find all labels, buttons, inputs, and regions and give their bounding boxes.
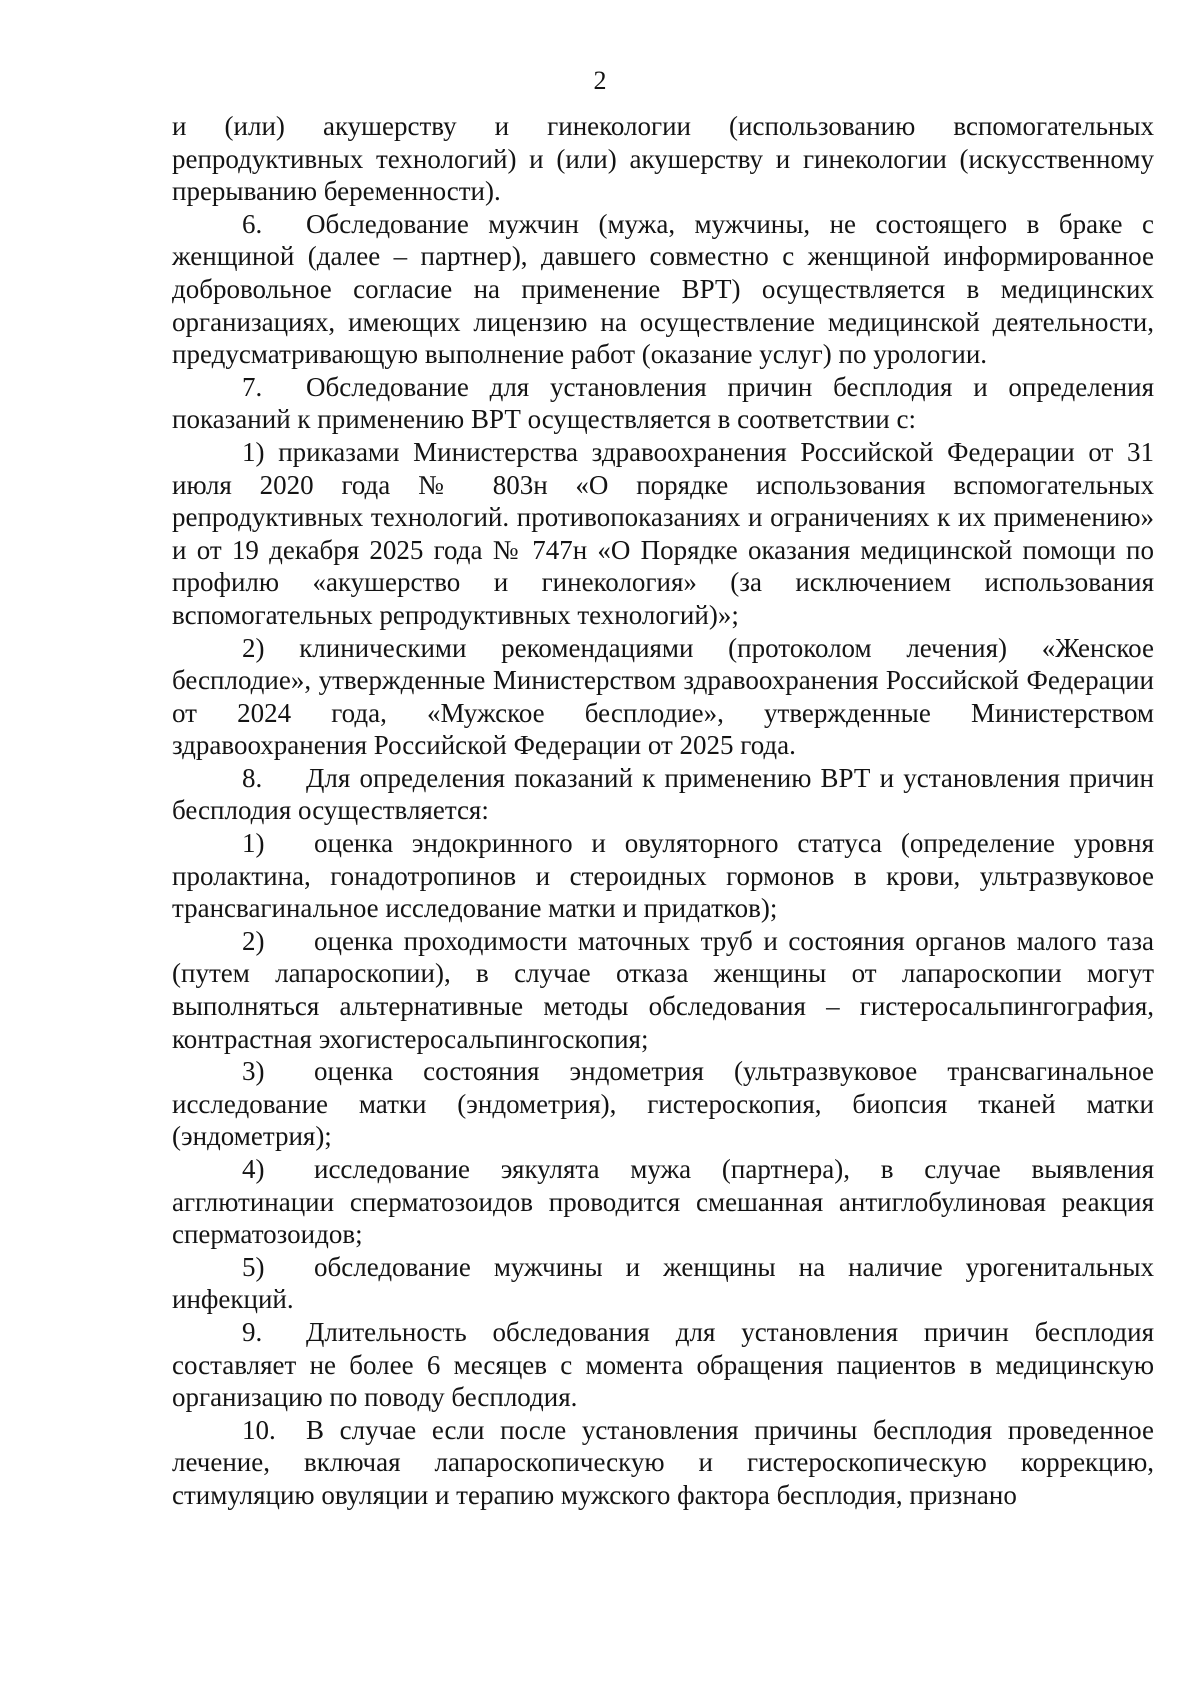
paragraph-subitem-8-4 <box>172 1153 1154 1251</box>
paragraph-text: Обследование для установления причин бесплодия и определения показаний к применению ВРТ осуществляется в соответствии с: <box>172 371 1154 435</box>
paragraph-text: Обследование мужчин (мужа, мужчины, не состоящего в браке с женщиной (далее – партнер), давшего совместно с женщиной информированное добровольное согласие на применение ВРТ) осуществляется в медицинских организациях, имеющих лицензию на осуществление медицинской деятельности, предусматривающую выполнение работ (оказание услуг) по урологии. <box>172 208 1154 370</box>
item-number: 10. <box>242 1414 276 1445</box>
item-number: 8. <box>242 762 263 793</box>
paragraph-text: оценка эндокринного и овуляторного статуса (определение уровня пролактина, гонадотропинов и стероидных гормонов в крови, ультразвуковое трансвагинальное исследование матки и придатков); <box>172 828 1154 924</box>
paragraph-text: Для определения показаний к применению ВРТ и установления причин бесплодия осуществляется: <box>172 762 1154 826</box>
item-number: 3) <box>242 1056 265 1087</box>
item-number: 5) <box>242 1251 265 1282</box>
item-number: 6. <box>242 208 263 239</box>
paragraph-item-8 <box>172 762 1154 827</box>
paragraph-text: и (или) акушерству и гинекологии (использованию вспомогательных репродуктивных технологий) и (или) акушерству и гинекологии (искусственному прерыванию беременности). <box>172 111 1154 207</box>
paragraph-item-6 <box>172 208 1154 371</box>
document-body <box>172 110 1154 1512</box>
paragraph-subitem-8-5 <box>172 1251 1154 1316</box>
paragraph-text: В случае если после установления причины бесплодия проведенное лечение, включая лапароскопическую и гистероскопическую коррекцию, стимуляцию овуляции и терапию мужского фактора бесплодия, признано <box>172 1414 1154 1510</box>
page-number: 2 <box>593 66 607 95</box>
paragraph-item-10 <box>172 1414 1154 1512</box>
paragraph-continuation <box>172 110 1154 208</box>
item-number: 2) <box>242 925 265 956</box>
paragraph-text: 2) клиническими рекомендациями (протоколом лечения) «Женское бесплодие», утвержденные Министерством здравоохранения Российской Федерации от 2024 года, «Мужское бесплодие», утвержденные Министерством здравоохранения Российской Федерации от 2025 года. <box>172 632 1154 761</box>
item-number: 1) <box>242 828 265 859</box>
paragraph-text: оценка состояния эндометрия (ультразвуковое трансвагинальное исследование матки (эндометрия), гистероскопия, биопсия тканей матки (эндометрия); <box>172 1056 1154 1152</box>
paragraph-text: Длительность обследования для установления причин бесплодия составляет не более 6 месяцев с момента обращения пациентов в медицинскую организацию по поводу бесплодия. <box>172 1316 1154 1413</box>
paragraph-text: обследование мужчины и женщины на наличие урогенитальных инфекций. <box>172 1251 1154 1315</box>
paragraph-item-9 <box>172 1316 1154 1414</box>
item-number: 7. <box>242 371 263 402</box>
paragraph-text: 1) приказами Министерства здравоохранения Российской Федерации от 31 июля 2020 года № 803н «О порядке использования вспомогательных репродуктивных технологий. противопоказаниях и ограничениях к их применению» и от 19 декабря 2025 года № 747н «О Порядке оказания медицинской помощи по профилю «акушерство и гинекология» (за исключением использования вспомогательных репродуктивных технологий)»; <box>172 436 1154 630</box>
paragraph-subitem-8-2 <box>172 925 1154 1055</box>
paragraph-text: исследование эякулята мужа (партнера), в случае выявления агглютинации сперматозоидов проводится смешанная антиглобулиновая реакция сперматозоидов; <box>172 1154 1154 1250</box>
item-number: 9. <box>242 1316 263 1347</box>
paragraph-subitem-8-3 <box>172 1055 1154 1153</box>
paragraph-subitem-7-2 <box>172 632 1154 762</box>
paragraph-subitem-7-1 <box>172 436 1154 632</box>
paragraph-text: оценка проходимости маточных труб и состояния органов малого таза (путем лапароскопии), в случае отказа женщины от лапароскопии могут выполняться альтернативные методы обследования – гистеросальпингография, контрастная эхогистеросальпингоскопия; <box>172 925 1154 1054</box>
paragraph-subitem-8-1 <box>172 827 1154 925</box>
item-number: 4) <box>242 1154 265 1184</box>
paragraph-item-7 <box>172 371 1154 436</box>
